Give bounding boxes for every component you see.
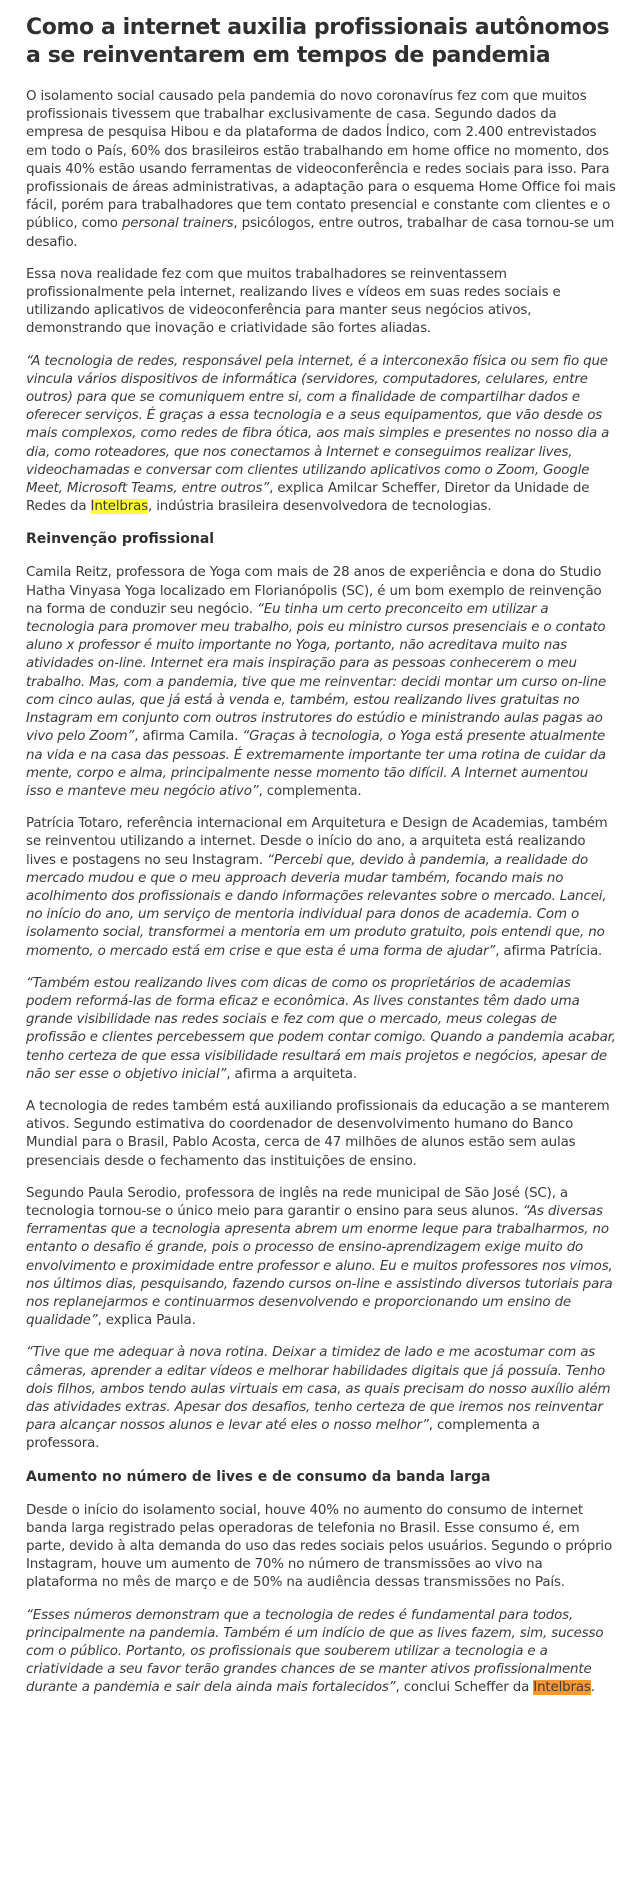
paragraph: Segundo Paula Serodio, professora de inglês na rede municipal de São José (SC), a tecnologia tornou-se o único meio para garantir o ensino para seus alunos. “As diversas ferramentas que a tecnologia apresenta abrem um enorme leque para trabalharmos, no entanto o desafio é grande, pois o processo de ensino-aprendizagem exige muito do envolvimento e proximidade entre professor e aluno. Eu e muitos professores nos vimos, nos últimos dias, pesquisando, fazendo cursos on-line e assistindo diversos tutoriais para nos replanejarmos e continuarmos desenvolvendo e proporcionando um ensino de qualidade”, explica Paula. xyxy=(26,1185,613,1329)
quote: “Também estou realizando lives com dicas de como os proprietários de academias podem reformá-las de forma eficaz e econômica. As lives constantes têm dado uma grande visibilidade nas redes sociais e fez com que o mercado, meus colegas de profissão e clientes percebessem que podem contar comigo. Quando a pandemia acabar, tenho certeza de que essa visibilidade resultará em mais projetos e negócios, apesar de não ser esse o objetivo inicial” xyxy=(26,975,616,1082)
quote: “Tive que me adequar à nova rotina. Deixar a timidez de lado e me acostumar com as câmeras, aprender a editar vídeos e melhorar habilidades digitais que já possuía. Tenho dois filhos, ambos tendo aulas virtuais em casa, as quais precisam do nosso auxílio além das atividades extras. Apesar dos desafios, tenho certeza de que iremos nos reinventar para alcançar nossos alunos e levar até eles o nosso melhor” xyxy=(26,1345,611,1434)
quote: “Percebi que, devido à pandemia, a realidade do mercado mudou e que o meu approach deveria mudar também, focando mais no acolhimento dos profissionais e dando informações relevantes sobre o mercado. Lancei, no início do ano, um serviço de mentoria individual para donos de academia. Com o isolamento social, transformei a mentoria em um produto gratuito, pois entendi que, no momento, o mercado está em crise e que esta é uma forma de ajudar” xyxy=(26,852,607,959)
paragraph: “Tive que me adequar à nova rotina. Deixar a timidez de lado e me acostumar com as câmeras, aprender a editar vídeos e melhorar habilidades digitais que já possuía. Tenho dois filhos, ambos tendo aulas virtuais em casa, as quais precisam do nosso auxílio além das atividades extras. Apesar dos desafios, tenho certeza de que iremos nos reinventar para alcançar nossos alunos e levar até eles o nosso melhor”, complementa a professora. xyxy=(26,1345,611,1452)
brand-highlight: Intelbras xyxy=(533,1680,591,1696)
section-heading: Aumento no número de lives e de consumo da banda larga xyxy=(26,1468,491,1485)
article-title: Como a internet auxilia profissionais autônomos a se reinventarem em tempos de pandemia xyxy=(26,15,610,68)
quote: “As diversas ferramentas que a tecnologia apresenta abrem um enorme leque para trabalharmos, no entanto o desafio é grande, pois o processo de ensino-aprendizagem exige muito do envolvimento e proximidade entre professor e aluno. Eu e muitos professores nos vimos, nos últimos dias, pesquisando, fazendo cursos on-line e assistindo diversos tutoriais para nos replanejarmos e continuarmos desenvolvendo e proporcionando um ensino de qualidade” xyxy=(26,1203,613,1329)
paragraph: Camila Reitz, professora de Yoga com mais de 28 anos de experiência e dona do Studio Hatha Vinyasa Yoga localizado em Florianópolis (SC), é um bom exemplo de reinvenção na forma de conduzir seu negócio. “Eu tinha um certo preconceito em utilizar a tecnologia para promover meu trabalho, pois eu ministro cursos presenciais e o contato aluno x professor é muito importante no Yoga, portanto, não acreditava muito nas atividades on-line. Internet era mais inspiração para as pessoas conhecerem o meu trabalho. Mas, com a pandemia, tive que me reinventar: decidi montar um curso on-line com cinco aulas, que já está à venda e, também, estou realizando lives gratuitas no Instagram em conjunto com outros instrutores do estúdio e ministrando aulas pagas ao vivo pelo Zoom”, afirma Camila. “Graças à tecnologia, o Yoga está presente atualmente na vida e na casa das pessoas. É extremamente importante ter uma rotina de cuidar da mente, corpo e alma, principalmente nesse momento tão difícil. A Internet aumentou isso e manteve meu negócio ativo”, complementa. xyxy=(26,565,607,799)
quote: “Graças à tecnologia, o Yoga está presente atualmente na vida e na casa das pessoas. É extremamente importante ter uma rotina de cuidar da mente, corpo e alma, principalmente nesse momento tão difícil. A Internet aumentou isso e manteve meu negócio ativo” xyxy=(26,729,606,799)
section-heading: Reinvenção profissional xyxy=(26,531,215,548)
paragraph: “A tecnologia de redes, responsável pela internet, é a interconexão física ou sem fio que vincula vários dispositivos de informática (servidores, computadores, celulares, entre outros) para que se comuniquem entre si, com a finalidade de compartilhar dados e oferecer serviços. É graças a essa tecnologia e a seus equipamentos, que vão desde os mais complexos, como redes de fibra ótica, aos mais simples e presentes no nosso dia a dia, como roteadores, que nos conectamos à Internet e conseguimos realizar lives, videochamadas e conversar com clientes utilizando aplicativos como o Zoom, Google Meet, Microsoft Teams, entre outros”, explica Amilcar Scheffer, Diretor da Unidade de Redes da Intelbras, indústria brasileira desenvolvedora de tecnologias. xyxy=(26,353,610,515)
paragraph: Desde o início do isolamento social, houve 40% no aumento do consumo de internet banda larga registrado pelas operadoras de telefonia no Brasil. Esse consumo é, em parte, devido à alta demanda do uso das redes sociais pelos usuários. Segundo o próprio Instagram, houve um aumento de 70% no número de transmissões ao vivo na plataforma no mês de março e de 50% na audiência dessas transmissões no País. xyxy=(26,1502,613,1591)
quote: “Esses números demonstram que a tecnologia de redes é fundamental para todos, principalmente na pandemia. Também é um indício de que as lives fazem, sim, sucesso com o público. Portanto, os profissionais que souberem utilizar a tecnologia e a criatividade a seu favor terão grandes chances de se manter ativos profissionalmente durante a pandemia e sair dela ainda mais fortalecidos” xyxy=(26,1607,604,1696)
paragraph: “Também estou realizando lives com dicas de como os proprietários de academias podem reformá-las de forma eficaz e econômica. As lives constantes têm dado uma grande visibilidade nas redes sociais e fez com que o mercado, meus colegas de profissão e clientes percebessem que podem contar comigo. Quando a pandemia acabar, tenho certeza de que essa visibilidade resultará em mais projetos e negócios, apesar de não ser esse o objetivo inicial”, afirma a arquiteta. xyxy=(26,975,616,1082)
paragraph: O isolamento social causado pela pandemia do novo coronavírus fez com que muitos profissionais tivessem que trabalhar exclusivamente de casa. Segundo dados da empresa de pesquisa Hibou e da plataforma de dados Índico, com 2.400 entrevistados em todo o País, 60% dos brasileiros estão trabalhando em home office no momento, dos quais 40% estão usando ferramentas de videoconferência e redes sociais para isso. Para profissionais de áreas administrativas, a adaptação para o esquema Home Office foi mais fácil, porém para trabalhadores que tem contato presencial e constante com clientes e o público, como personal trainers, psicólogos, entre outros, trabalhar de casa tornou-se um desafio. xyxy=(26,89,616,250)
brand-highlight: Intelbras xyxy=(90,499,149,515)
paragraph: A tecnologia de redes também está auxiliando profissionais da educação a se manterem ativos. Segundo estimativa do coordenador de desenvolvimento humano do Banco Mundial para o Brasil, Pablo Acosta, cerca de 47 milhões de alunos estão sem aulas presenciais desde o fechamento das instituições de ensino. xyxy=(26,1098,610,1169)
quote: “A tecnologia de redes, responsável pela internet, é a interconexão física ou sem fio que vincula vários dispositivos de informática (servidores, computadores, celulares, entre outros) para que se comuniquem entre si, com a finalidade de compartilhar dados e oferecer serviços. É graças a essa tecnologia e a seus equipamentos, que vão desde os mais complexos, como redes de fibra ótica, aos mais simples e presentes no nosso dia a dia, como roteadores, que nos conectamos à Internet e conseguimos realizar lives, videochamadas e conversar com clientes utilizando aplicativos como o Zoom, Google Meet, Microsoft Teams, entre outros” xyxy=(26,353,610,497)
quote: “Eu tinha um certo preconceito em utilizar a tecnologia para promover meu trabalho, pois eu ministro cursos presenciais e o contato aluno x professor é muito importante no Yoga, portanto, não acreditava muito nas atividades on-line. Internet era mais inspiração para as pessoas conhecerem o meu trabalho. Mas, com a pandemia, tive que me reinventar: decidi montar um curso on-line com cinco aulas, que já está à venda e, também, estou realizando lives gratuitas no Instagram em conjunto com outros instrutores do estúdio e ministrando aulas pagas ao vivo pelo Zoom” xyxy=(26,601,607,745)
paragraph: Essa nova realidade fez com que muitos trabalhadores se reinventassem profissionalmente pela internet, realizando lives e vídeos em suas redes sociais e utilizando aplicativos de videoconferência para manter seus negócios ativos, demonstrando que inovação e criatividade são fortes aliadas. xyxy=(26,266,561,337)
paragraph: Patrícia Totaro, referência internacional em Arquitetura e Design de Academias, também se reinventou utilizando a internet. Desde o início do ano, a arquiteta está realizando lives e postagens no seu Instagram. “Percebi que, devido à pandemia, a realidade do mercado mudou e que o meu approach deveria mudar também, focando mais no acolhimento dos profissionais e dando informações relevantes sobre o mercado. Lancei, no início do ano, um serviço de mentoria individual para donos de academia. Com o isolamento social, transformei a mentoria em um produto gratuito, pois entendi que, no momento, o mercado está em crise e que esta é uma forma de ajudar”, afirma Patrícia. xyxy=(26,816,608,959)
paragraph: “Esses números demonstram que a tecnologia de redes é fundamental para todos, principalmente na pandemia. Também é um indício de que as lives fazem, sim, sucesso com o público. Portanto, os profissionais que souberem utilizar a tecnologia e a criatividade a seu favor terão grandes chances de se manter ativos profissionalmente durante a pandemia e sair dela ainda mais fortalecidos”, conclui Scheffer da Intelbras. xyxy=(26,1607,604,1696)
